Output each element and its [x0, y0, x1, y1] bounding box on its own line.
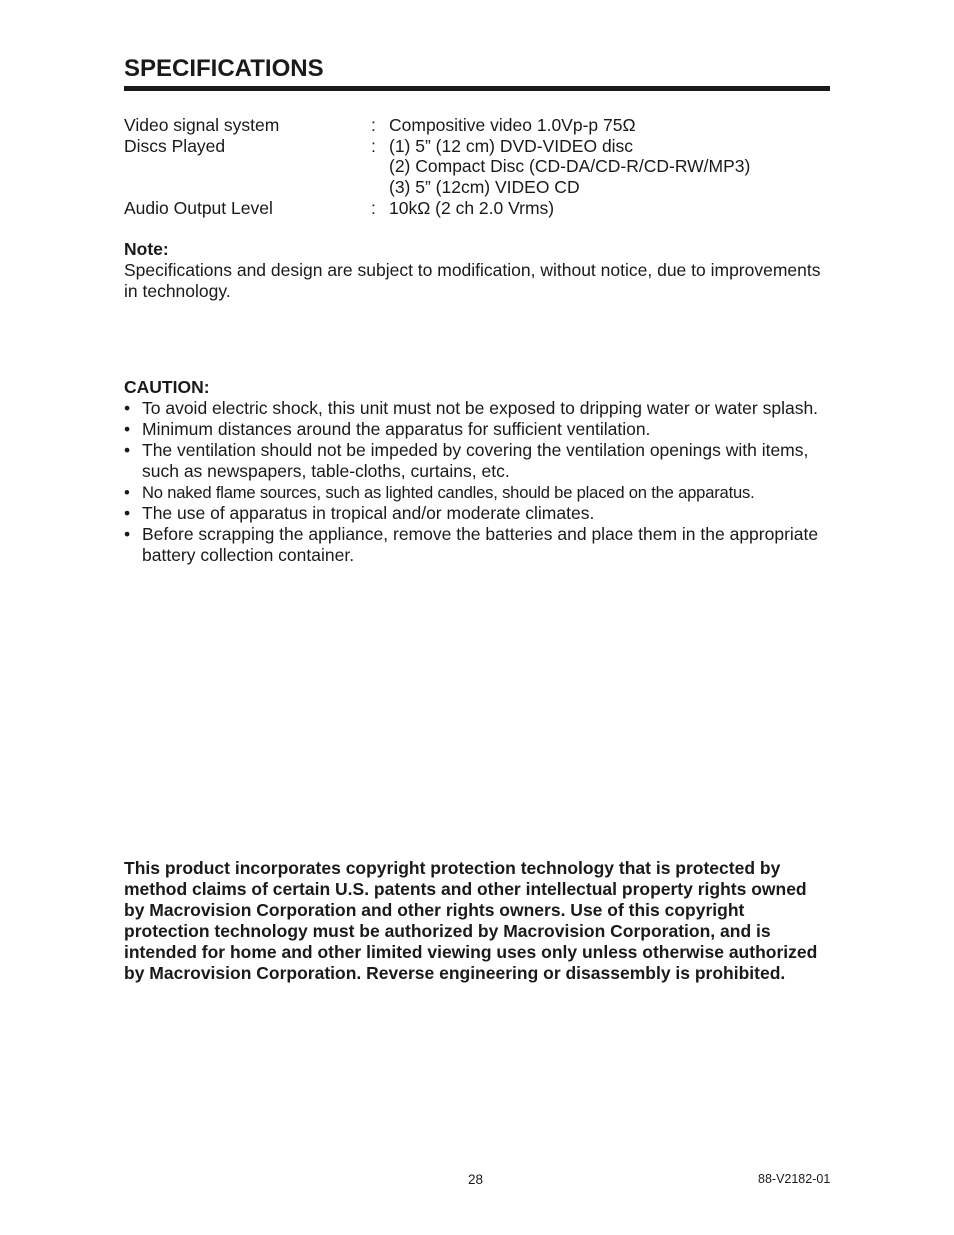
caution-item: • The ventilation should not be impeded by covering the ventilation openings with items, such as newspapers, table-cloths, curtains, etc. — [124, 440, 834, 482]
page-number: 28 — [468, 1172, 484, 1187]
spec-label: Video signal system — [124, 115, 280, 135]
caution-item: • No naked flame sources, such as lighted candles, should be placed on the apparatus. — [124, 482, 834, 503]
caution-item: • Before scrapping the appliance, remove the batteries and place them in the appropriate battery collection container. — [124, 524, 834, 566]
caution-heading: CAUTION: — [124, 377, 210, 397]
note-heading: Note: — [124, 239, 169, 259]
spec-colon: : — [371, 198, 376, 218]
note-section — [124, 239, 834, 302]
spec-label: Discs Played — [124, 136, 226, 156]
page-title: SPECIFICATIONS — [124, 55, 324, 82]
caution-item: • The use of apparatus in tropical and/or moderate climates. — [124, 503, 834, 524]
spec-label: Audio Output Level — [124, 198, 273, 218]
spec-value: 10kΩ (2 ch 2.0 Vrms) — [389, 198, 555, 218]
spec-value: (1) 5” (12 cm) DVD-VIDEO disc — [389, 136, 634, 156]
spec-colon: : — [371, 136, 376, 156]
caution-list — [124, 398, 834, 566]
spec-value-continued: (3) 5” (12cm) VIDEO CD — [389, 177, 580, 197]
copyright-notice — [124, 858, 830, 984]
caution-section — [124, 377, 834, 566]
caution-item: • To avoid electric shock, this unit must not be exposed to dripping water or water splash. — [124, 398, 834, 419]
spec-colon: : — [371, 115, 376, 135]
copyright-text: This product incorporates copyright protection technology that is protected by method claims of certain U.S. patents and other intellectual property rights owned by Macrovision Corporation and other rights owners. Use of this copyright protection technology must be authorized by Macrovision Corporation, and is intended for home and other limited viewing uses only unless otherwise authorized by Macrovision Corporation. Reverse engineering or disassembly is prohibited. — [124, 858, 818, 983]
spec-value-continued: (2) Compact Disc (CD-DA/CD-R/CD-RW/MP3) — [389, 156, 751, 176]
caution-item: • Minimum distances around the apparatus for sufficient ventilation. — [124, 419, 834, 440]
note-text: Specifications and design are subject to modification, without notice, due to improvements in technology. — [124, 260, 821, 301]
document-code: 88-V2182-01 — [758, 1172, 831, 1186]
spec-value: Compositive video 1.0Vp-p 75Ω — [389, 115, 636, 135]
title-divider — [124, 86, 830, 91]
